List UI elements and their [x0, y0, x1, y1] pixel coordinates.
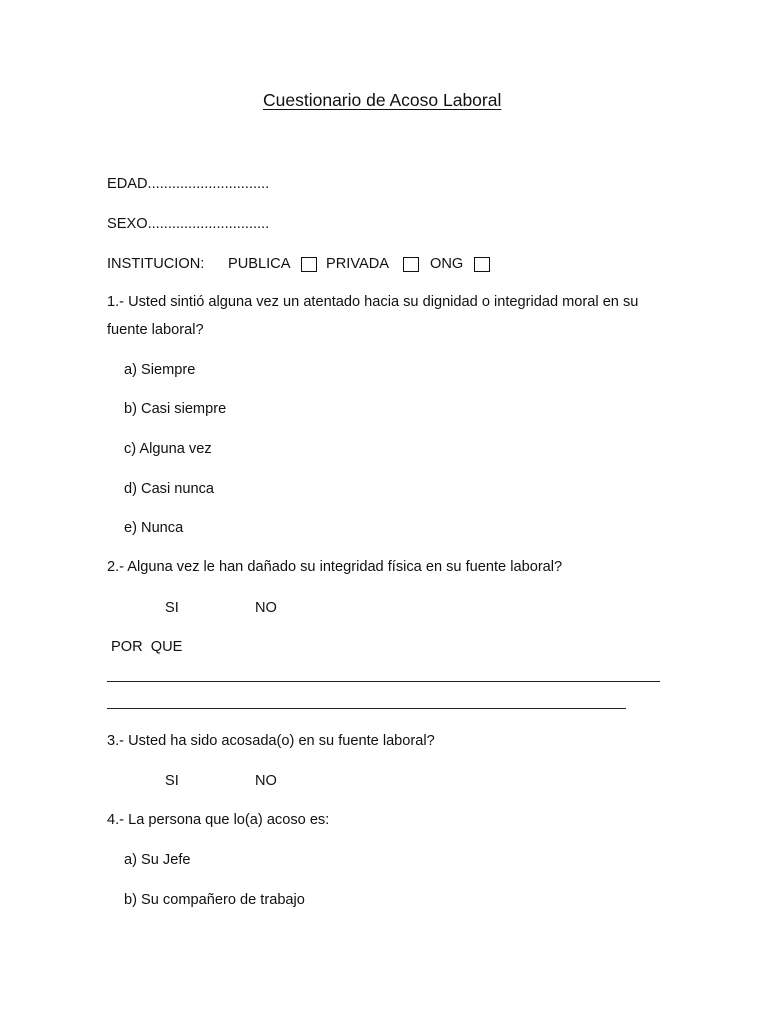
question-1-option-c: c) Alguna vez — [124, 441, 212, 457]
option-publica-label: PUBLICA — [228, 256, 291, 272]
question-2-text: 2.- Alguna vez le han dañado su integridad física en su fuente laboral? — [107, 559, 563, 575]
answer-line-1 — [107, 681, 660, 682]
option-privada-label: PRIVADA — [326, 256, 389, 272]
sexo-field — [107, 215, 269, 233]
question-1-option-e: e) Nunca — [124, 520, 184, 536]
question-3-no: NO — [255, 773, 277, 789]
edad-field — [107, 175, 269, 193]
question-1-option-a: a) Siempre — [124, 362, 196, 378]
question-1-option-d: d) Casi nunca — [124, 481, 215, 497]
option-ong-label: ONG — [430, 256, 464, 272]
edad-label: EDAD — [107, 176, 148, 192]
question-3-yes: SI — [165, 773, 179, 789]
checkbox-privada[interactable] — [403, 257, 419, 272]
edad-dots: .............................. — [147, 176, 270, 192]
question-3-text: 3.- Usted ha sido acosada(o) en su fuente laboral? — [107, 733, 435, 749]
question-4-option-b: b) Su compañero de trabajo — [124, 892, 305, 908]
question-2-no: NO — [255, 600, 277, 616]
checkbox-publica[interactable] — [301, 257, 317, 272]
question-4-text: 4.- La persona que lo(a) acoso es: — [107, 812, 330, 828]
question-1-text-line2: fuente laboral? — [107, 322, 204, 338]
document-title: Cuestionario de Acoso Laboral — [263, 90, 502, 110]
checkbox-ong[interactable] — [474, 257, 490, 272]
institucion-label: INSTITUCION: — [107, 256, 205, 272]
sexo-label: SEXO — [107, 216, 148, 232]
question-2-por-que: POR QUE — [111, 639, 183, 655]
question-4-option-a: a) Su Jefe — [124, 852, 191, 868]
answer-line-2 — [107, 708, 626, 709]
question-1-text-line1: 1.- Usted sintió alguna vez un atentado hacia su dignidad o integridad moral en su — [107, 294, 639, 310]
question-1-option-b: b) Casi siempre — [124, 401, 227, 417]
question-2-yes: SI — [165, 600, 179, 616]
sexo-dots: .............................. — [147, 216, 270, 232]
